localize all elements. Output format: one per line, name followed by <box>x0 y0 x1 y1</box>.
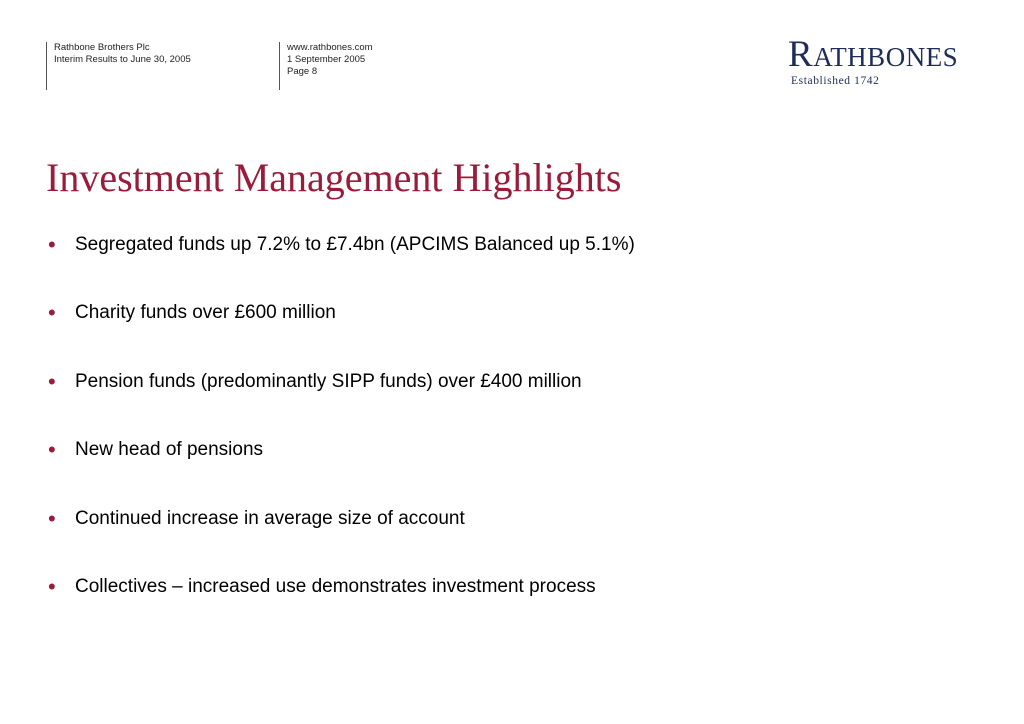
bullet-text: Pension funds (predominantly SIPP funds) over £400 million <box>75 370 582 392</box>
company-name: Rathbone Brothers Plc <box>54 42 150 53</box>
bullet-text: Collectives – increased use demonstrates investment process <box>75 575 596 597</box>
bullet-icon: • <box>48 437 56 463</box>
report-subtitle: Interim Results to June 30, 2005 <box>54 54 191 65</box>
bullet-icon: • <box>48 573 56 599</box>
bullet-icon: • <box>48 232 56 257</box>
bullet-text: New head of pensions <box>75 439 264 461</box>
bullet-text: Charity funds over £600 million <box>75 302 336 324</box>
list-item <box>46 574 635 642</box>
highlights-list <box>46 232 635 642</box>
website-link[interactable]: www.rathbones.com <box>287 42 373 53</box>
report-date: 1 September 2005 <box>287 54 366 65</box>
bullet-icon: • <box>48 300 56 326</box>
list-item <box>46 300 635 368</box>
header-meta-block <box>279 42 487 90</box>
list-item <box>46 437 635 505</box>
logo-wordmark <box>788 36 988 73</box>
bullet-icon: • <box>48 368 56 394</box>
list-item <box>46 369 635 437</box>
bullet-text: Continued increase in average size of account <box>75 507 465 529</box>
list-item <box>46 232 635 300</box>
page-number: Page 8 <box>287 66 318 77</box>
logo-tagline: Established 1742 <box>791 75 880 87</box>
list-item <box>46 506 635 574</box>
logo-name-rest: ATHBONES <box>813 42 959 72</box>
bullet-text: Segregated funds up 7.2% to £7.4bn (APCIMS Balanced up 5.1%) <box>75 234 635 255</box>
logo-initial: R <box>788 34 814 75</box>
slide-title: Investment Management Highlights <box>46 155 622 200</box>
rathbones-logo <box>788 36 988 87</box>
header-company-block <box>46 42 274 90</box>
bullet-icon: • <box>48 505 56 531</box>
